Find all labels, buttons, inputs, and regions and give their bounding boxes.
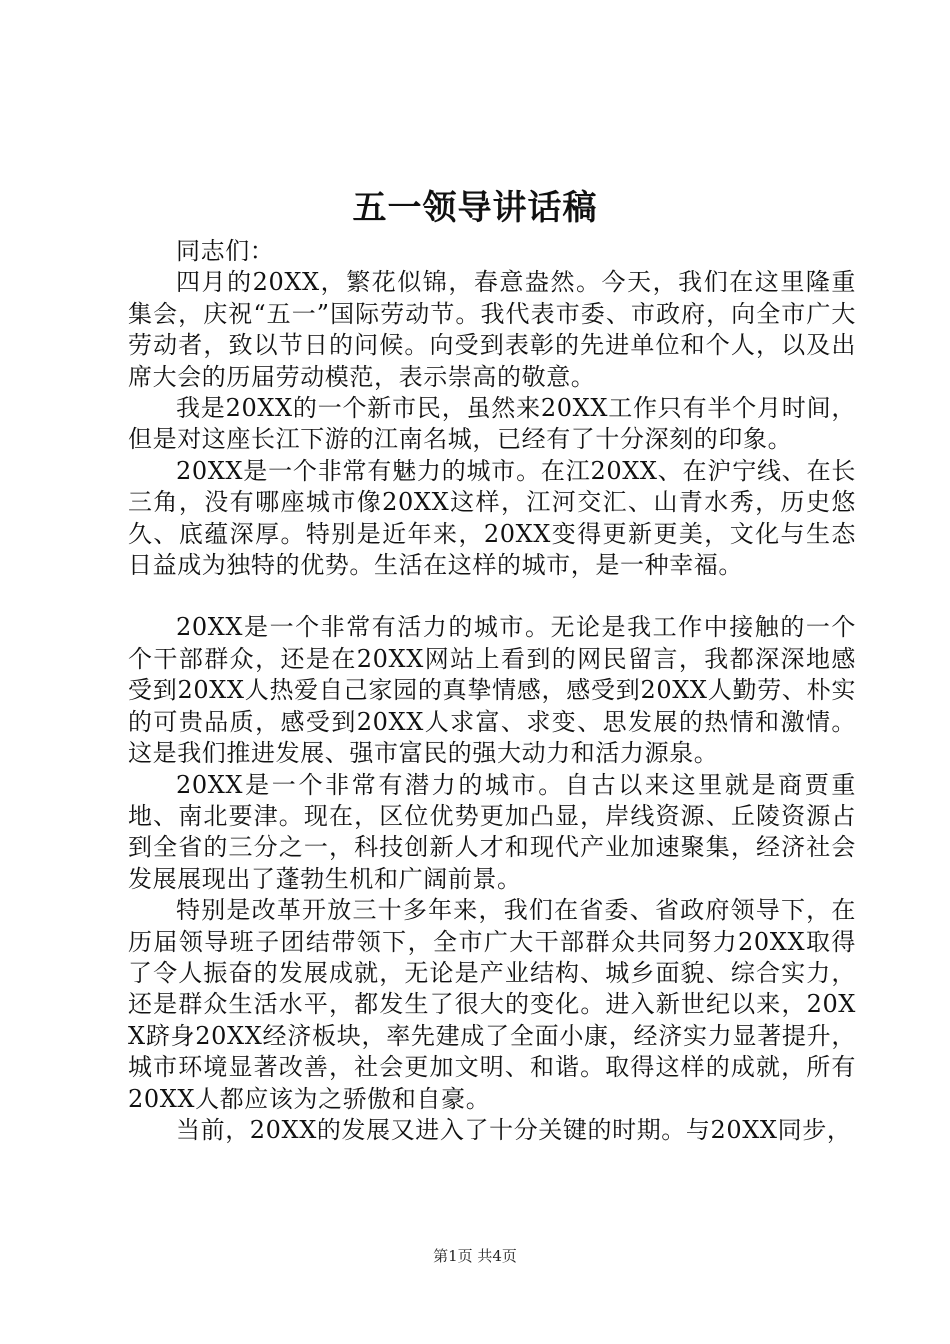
document-title: 五一领导讲话稿 <box>352 188 598 228</box>
new-citizen-paragraph: 我是20XX的一个新市民，虽然来20XX工作只有半个月时间，但是对这座长江下游的江南名城，已经有了十分深刻的印象。 <box>128 394 856 454</box>
achievements-paragraph: 特别是改革开放三十多年来，我们在省委、省政府领导下，在历届领导班子团结带领下，全市广大干部群众共同努力20XX取得了令人振奋的发展成就，无论是产业结构、城乡面貌、综合实力，还是群众生活水平，都发生了很大的变化。进入新世纪以来，20XX跻身20XX经济板块，率先建成了全面小康，经济实力显著提升，城市环境显著改善，社会更加文明、和谐。取得这样的成就，所有20XX人都应该为之骄傲和自豪。 <box>128 896 856 1113</box>
charm-paragraph: 20XX是一个非常有魅力的城市。在江20XX、在沪宁线、在长三角，没有哪座城市像20XX这样，江河交汇、山青水秀，历史悠久、底蕴深厚。特别是近年来，20XX变得更新更美，文化与生态日益成为独特的优势。生活在这样的城市，是一种幸福。 <box>128 456 856 580</box>
potential-paragraph: 20XX是一个非常有潜力的城市。自古以来这里就是商贾重地、南北要津。现在，区位优势更加凸显，岸线资源、丘陵资源占到全省的三分之一，科技创新人才和现代产业加速聚集，经济社会发展展现出了蓬勃生机和广阔前景。 <box>128 770 856 893</box>
current-period-paragraph: 当前，20XX的发展又进入了十分关键的时期。与20XX同步， <box>176 1115 852 1144</box>
salutation-paragraph: 同志们： <box>176 237 275 265</box>
opening-paragraph: 四月的20XX，繁花似锦，春意盎然。今天，我们在这里隆重集会，庆祝“五一”国际劳动节。我代表市委、市政府，向全市广大劳动者，致以节日的问候。向受到表彰的先进单位和个人，以及出席大会的历届劳动模范，表示崇高的敬意。 <box>128 268 856 391</box>
vitality-paragraph: 20XX是一个非常有活力的城市。无论是我工作中接触的一个个干部群众，还是在20XX网站上看到的网民留言，我都深深地感受到20XX人热爱自己家园的真挚情感，感受到20XX人勤劳、朴实的可贵品质，感受到20XX人求富、求变、思发展的热情和激情。这是我们推进发展、强市富民的强大动力和活力源泉。 <box>128 613 856 768</box>
document-body <box>128 236 856 1146</box>
page-number-footer: 第1页 共4页 <box>433 1247 517 1265</box>
